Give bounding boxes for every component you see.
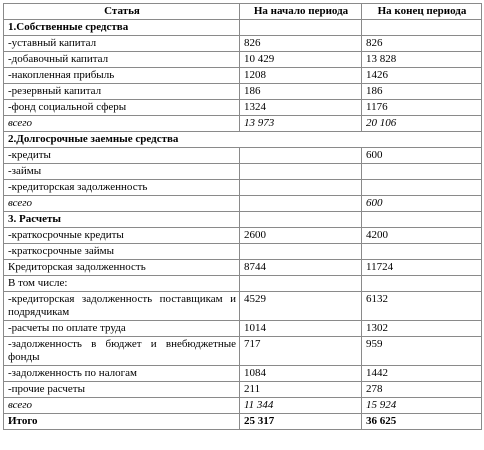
row-label: -задолженность по налогам xyxy=(4,366,240,382)
value-start: 717 xyxy=(240,337,362,366)
subtotal-row xyxy=(4,196,482,212)
row-label: -фонд социальной сферы xyxy=(4,100,240,116)
section-header-row xyxy=(4,132,482,148)
value-end: 6132 xyxy=(362,292,482,321)
subtotal-label: всего xyxy=(4,116,240,132)
row-label: -задолженность в бюджет и внебюджетные фонды xyxy=(4,337,240,366)
subtotal-label: всего xyxy=(4,196,240,212)
table-row xyxy=(4,164,482,180)
table-row xyxy=(4,36,482,52)
value-start xyxy=(240,244,362,260)
value-end xyxy=(362,164,482,180)
section-header-row xyxy=(4,212,482,228)
empty-cell xyxy=(362,20,482,36)
row-label: -расчеты по оплате труда xyxy=(4,321,240,337)
value-end: 278 xyxy=(362,382,482,398)
table-row xyxy=(4,292,482,321)
row-label: В том числе: xyxy=(4,276,240,292)
row-label: -прочие расчеты xyxy=(4,382,240,398)
row-label: -кредиты xyxy=(4,148,240,164)
value-end: 600 xyxy=(362,148,482,164)
value-end: 186 xyxy=(362,84,482,100)
header-row xyxy=(4,4,482,20)
value-start: 8744 xyxy=(240,260,362,276)
grand-total-start: 25 317 xyxy=(240,414,362,430)
row-label: -краткосрочные кредиты xyxy=(4,228,240,244)
table-row xyxy=(4,228,482,244)
value-end: 11724 xyxy=(362,260,482,276)
row-label: -резервный капитал xyxy=(4,84,240,100)
value-start: 10 429 xyxy=(240,52,362,68)
value-end xyxy=(362,180,482,196)
value-end: 1426 xyxy=(362,68,482,84)
value-end: 1442 xyxy=(362,366,482,382)
table-row xyxy=(4,100,482,116)
table-row xyxy=(4,337,482,366)
value-start xyxy=(240,148,362,164)
table-row xyxy=(4,180,482,196)
subtotal-end: 15 924 xyxy=(362,398,482,414)
value-end: 13 828 xyxy=(362,52,482,68)
table-row xyxy=(4,68,482,84)
row-label: -накопленная прибыль xyxy=(4,68,240,84)
value-start: 211 xyxy=(240,382,362,398)
section-title: 1.Собственные средства xyxy=(4,20,240,36)
value-start: 2600 xyxy=(240,228,362,244)
row-label: Кредиторская задолженность xyxy=(4,260,240,276)
table-row xyxy=(4,260,482,276)
row-label: -краткосрочные займы xyxy=(4,244,240,260)
subtotal-row xyxy=(4,398,482,414)
section-header-row xyxy=(4,20,482,36)
subtotal-start: 11 344 xyxy=(240,398,362,414)
table-row xyxy=(4,321,482,337)
table-row xyxy=(4,52,482,68)
value-start xyxy=(240,180,362,196)
subtotal-end: 20 106 xyxy=(362,116,482,132)
value-start: 1208 xyxy=(240,68,362,84)
header-article: Статья xyxy=(4,4,240,20)
table-row xyxy=(4,148,482,164)
value-start xyxy=(240,276,362,292)
value-end: 1302 xyxy=(362,321,482,337)
empty-cell xyxy=(240,20,362,36)
grand-total-row xyxy=(4,414,482,430)
table-row xyxy=(4,382,482,398)
empty-cell xyxy=(240,212,362,228)
value-start: 186 xyxy=(240,84,362,100)
value-start: 1084 xyxy=(240,366,362,382)
subtotal-end: 600 xyxy=(362,196,482,212)
table-row xyxy=(4,244,482,260)
value-start xyxy=(240,164,362,180)
value-end: 959 xyxy=(362,337,482,366)
row-label: -кредиторская задолженность поставщикам и подрядчикам xyxy=(4,292,240,321)
row-label: -кредиторская задолженность xyxy=(4,180,240,196)
value-end xyxy=(362,276,482,292)
subtotal-start: 13 973 xyxy=(240,116,362,132)
subtotal-start xyxy=(240,196,362,212)
value-end: 1176 xyxy=(362,100,482,116)
subtotal-label: всего xyxy=(4,398,240,414)
table-row xyxy=(4,366,482,382)
grand-total-label: Итого xyxy=(4,414,240,430)
section-title: 2.Долгосрочные заемные средства xyxy=(4,132,482,148)
section-title: 3. Расчеты xyxy=(4,212,240,228)
value-end: 826 xyxy=(362,36,482,52)
value-start: 826 xyxy=(240,36,362,52)
header-end: На конец периода xyxy=(362,4,482,20)
value-start: 1014 xyxy=(240,321,362,337)
empty-cell xyxy=(362,212,482,228)
row-label: -займы xyxy=(4,164,240,180)
value-start: 4529 xyxy=(240,292,362,321)
value-end: 4200 xyxy=(362,228,482,244)
subtotal-row xyxy=(4,116,482,132)
balance-table xyxy=(3,3,482,430)
value-end xyxy=(362,244,482,260)
table-row xyxy=(4,276,482,292)
header-start: На начало периода xyxy=(240,4,362,20)
value-start: 1324 xyxy=(240,100,362,116)
table-row xyxy=(4,84,482,100)
row-label: -уставный капитал xyxy=(4,36,240,52)
grand-total-end: 36 625 xyxy=(362,414,482,430)
row-label: -добавочный капитал xyxy=(4,52,240,68)
